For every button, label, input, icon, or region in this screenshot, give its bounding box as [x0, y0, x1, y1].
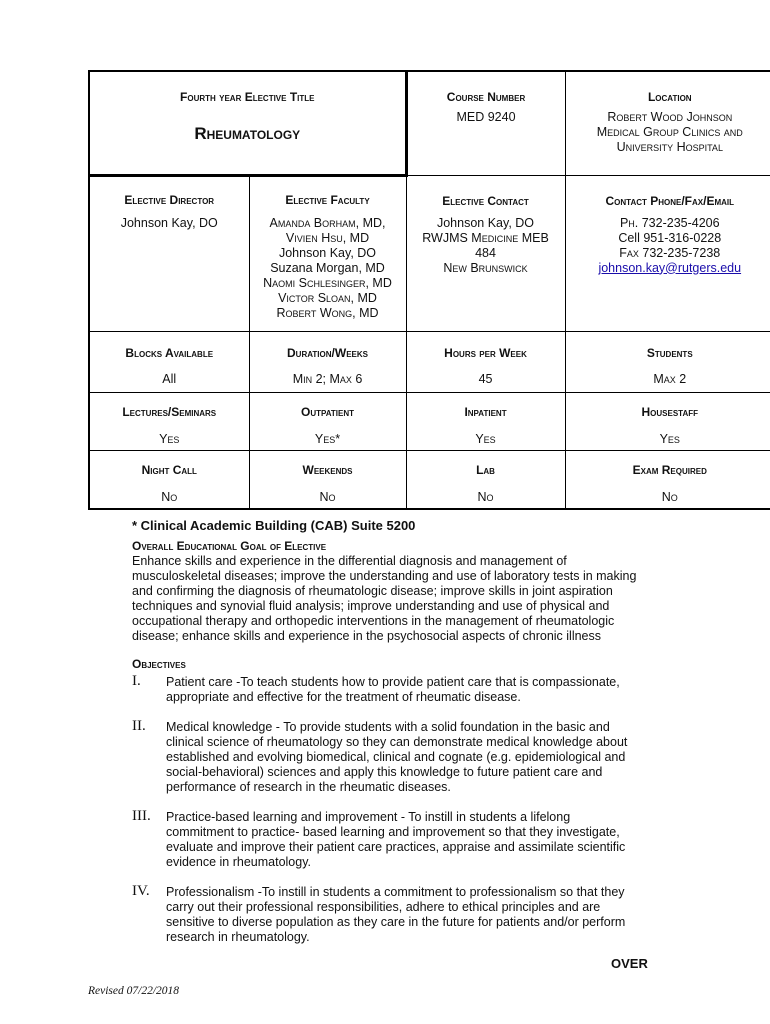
contact-phone-label: Contact Phone/Fax/Email: [605, 193, 735, 208]
inpatient-cell: [406, 392, 565, 450]
inpatient-label: Inpatient: [464, 404, 507, 419]
over-label: OVER: [611, 956, 648, 971]
hours-cell: [406, 331, 565, 392]
location-line-3: University Hospital: [616, 140, 723, 154]
course-number: MED 9240: [456, 110, 516, 124]
objective-text: Patient care -To teach students how to provide patient care that is compassionate, appropriate and effective for the treatment of rheumatic disease.: [166, 675, 620, 704]
duration-cell: [249, 331, 406, 392]
objective-text: Practice-based learning and improvement - To instill in students a lifelong commitment to practice- based learning and improvement so that they investigate, evaluate and improve their patient care practices, appraise and assimilate scientific evidence in rheumatology.: [166, 810, 626, 869]
contact-cell: [406, 175, 565, 331]
location-label: Location: [647, 90, 692, 104]
cab-footnote: * Clinical Academic Building (CAB) Suite 5200: [132, 518, 416, 533]
objective-text: Medical knowledge - To provide students with a solid foundation in the basic and clinical science of rheumatology so they can demonstrate medical knowledge about established and evolving biomedical, clinical and cognate (e.g. epidemiological and social-behavioral) sciences and apply this knowledge to future patient care and performance of research in the rheumatic diseases.: [166, 720, 628, 794]
title-label: Fourth year Elective Title: [180, 90, 315, 104]
hours-value: 45: [478, 371, 493, 386]
contact-label: Elective Contact: [442, 193, 529, 208]
objective-text: Professionalism -To instill in students a commitment to professionalism so that they carry out their professional responsibilities, adhere to ethical principles and are sensitive to diverse population as they care in the future for patients and/or perform research in rheumatology.: [166, 885, 626, 944]
housestaff-cell: [565, 392, 770, 450]
course-number-label: Course Number: [446, 90, 526, 104]
director-label: Elective Director: [124, 192, 215, 207]
director-name: Johnson Kay, DO: [120, 215, 218, 230]
objective-item: [132, 675, 652, 705]
fax-number: Fax 732-235-7238: [619, 245, 721, 260]
faculty-member: Amanda Borham, MD,: [269, 215, 386, 230]
faculty-member: Naomi Schlesinger, MD: [263, 275, 392, 290]
nightcall-cell: [89, 450, 249, 509]
phone-number: Ph. 732-235-4206: [619, 215, 720, 230]
title-cell: [89, 71, 406, 175]
faculty-member: Vivien Hsu, MD: [285, 230, 370, 245]
blocks-cell: [89, 331, 249, 392]
duration-label: Duration/Weeks: [287, 345, 368, 360]
faculty-member: Suzana Morgan, MD: [270, 260, 385, 275]
housestaff-label: Housestaff: [641, 404, 699, 419]
students-value: Max 2: [653, 371, 687, 386]
lectures-label: Lectures/Seminars: [122, 404, 217, 419]
faculty-member: Victor Sloan, MD: [278, 290, 377, 305]
blocks-value: All: [162, 371, 177, 386]
outpatient-cell: [249, 392, 406, 450]
contact-phone-cell: [565, 175, 770, 331]
weekends-value: No: [319, 489, 336, 504]
nightcall-value: No: [161, 489, 178, 504]
goal-text: Enhance skills and experience in the differential diagnosis and management of musculoskeletal diseases; improve the understanding and use of laboratory tests in making and confirming the diagnosis of rheumatologic disease; improve skills in joint aspiration techniques and synovial fluid analysis; improve understanding and use of physical and occupational therapy and orthopedic interventions in the management of rheumatologic disease; enhance skills and experience in the psychosocial aspects of chronic illness: [132, 554, 637, 643]
students-cell: [565, 331, 770, 392]
director-cell: [89, 175, 249, 331]
elective-title: Rheumatology: [194, 124, 301, 143]
faculty-label: Elective Faculty: [285, 192, 370, 207]
lectures-cell: [89, 392, 249, 450]
hours-label: Hours per Week: [444, 345, 527, 360]
objective-number: III.: [132, 808, 151, 824]
exam-label: Exam Required: [632, 462, 707, 477]
inpatient-value: Yes: [475, 431, 496, 446]
exam-cell: [565, 450, 770, 509]
objective-number: IV.: [132, 883, 150, 899]
location-cell: [565, 71, 770, 175]
faculty-member: Johnson Kay, DO: [278, 245, 377, 260]
goal-heading: Overall Educational Goal of Elective: [132, 539, 327, 553]
duration-value: Min 2; Max 6: [292, 371, 363, 386]
objective-number: II.: [132, 718, 146, 734]
objectives-heading: Objectives: [132, 657, 186, 671]
contact-line-4: New Brunswick: [443, 260, 528, 275]
location-line-2: Medical Group Clinics and: [596, 125, 743, 139]
course-number-cell: [406, 71, 565, 175]
elective-info-table: [88, 70, 770, 510]
lab-cell: [406, 450, 565, 509]
cell-number: Cell 951-316-0228: [618, 230, 722, 245]
faculty-member: Robert Wong, MD: [276, 305, 379, 320]
revised-date: Revised 07/22/2018: [88, 985, 180, 997]
email-link[interactable]: johnson.kay@rutgers.edu: [598, 260, 742, 275]
contact-line-1: Johnson Kay, DO: [436, 215, 535, 230]
contact-line-3: 484: [475, 245, 496, 260]
location-line-1: Robert Wood Johnson: [607, 110, 733, 124]
lab-label: Lab: [476, 462, 495, 477]
housestaff-value: Yes: [659, 431, 680, 446]
lab-value: No: [477, 489, 494, 504]
weekends-cell: [249, 450, 406, 509]
objective-number: I.: [132, 673, 141, 689]
outpatient-value: Yes*: [314, 431, 341, 446]
objective-item: [132, 885, 652, 945]
contact-line-2: RWJMS Medicine MEB: [422, 230, 549, 245]
weekends-label: Weekends: [302, 462, 353, 477]
students-label: Students: [646, 345, 693, 360]
outpatient-label: Outpatient: [300, 404, 355, 419]
blocks-label: Blocks Available: [125, 345, 214, 360]
objective-item: [132, 810, 652, 870]
faculty-cell: [249, 175, 406, 331]
objective-item: [132, 720, 652, 795]
lectures-value: Yes: [159, 431, 180, 446]
exam-value: No: [661, 489, 678, 504]
nightcall-label: Night Call: [141, 462, 197, 477]
